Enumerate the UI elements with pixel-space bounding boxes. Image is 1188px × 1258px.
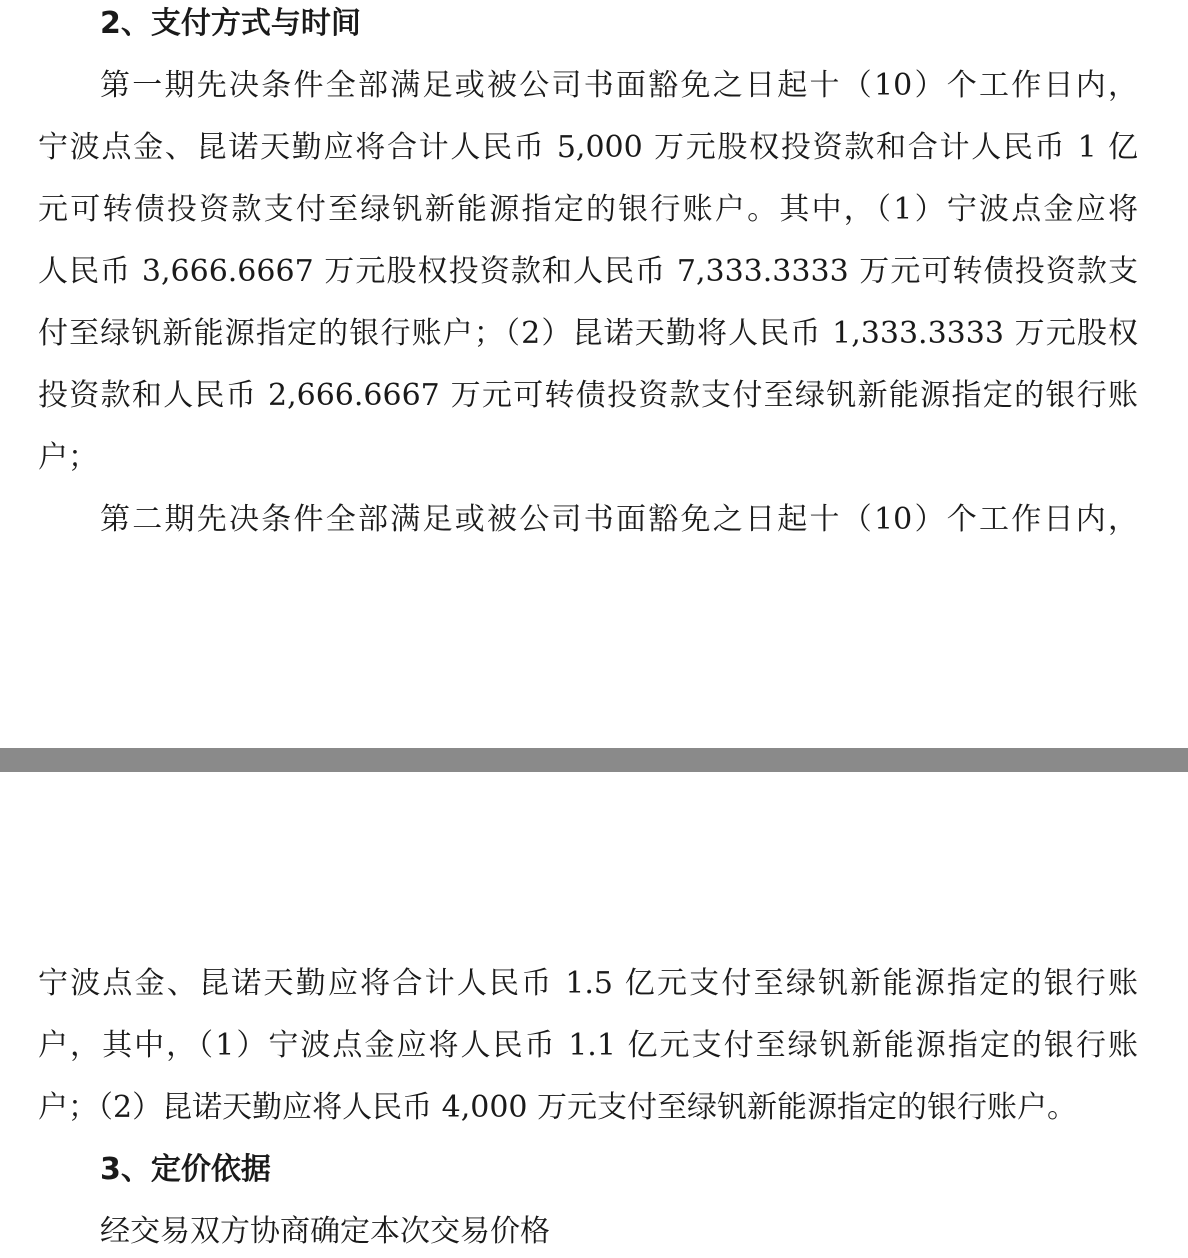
document-page-lower xyxy=(0,772,1188,1258)
para1-line-1: 第一期先决条件全部满足或被公司书面豁免之日起十（10）个工作日内， xyxy=(100,68,1138,103)
section-2-heading: 2、支付方式与时间 xyxy=(100,6,361,41)
para1-line-2: 宁波点金、昆诺天勤应将合计人民币 5,000 万元股权投资款和合计人民币 1 亿 xyxy=(38,130,1138,165)
para1-line-6: 投资款和人民币 2,666.6667 万元可转债投资款支付至绿钒新能源指定的银行账 xyxy=(38,378,1138,413)
para1-line-3: 元可转债投资款支付至绿钒新能源指定的银行账户。其中，（1）宁波点金应将 xyxy=(38,192,1138,227)
para2-line-1: 第二期先决条件全部满足或被公司书面豁免之日起十（10）个工作日内， xyxy=(100,502,1138,537)
para2-line-2: 宁波点金、昆诺天勤应将合计人民币 1.5 亿元支付至绿钒新能源指定的银行账 xyxy=(38,966,1138,1001)
page-break-divider xyxy=(0,748,1188,772)
para2-line-4: 户；（2）昆诺天勤应将人民币 4,000 万元支付至绿钒新能源指定的银行账户。 xyxy=(38,1090,1078,1125)
para1-line-7: 户； xyxy=(38,440,98,475)
section-3-heading: 3、定价依据 xyxy=(100,1152,271,1187)
section-3-text: 经交易双方协商确定本次交易价格 xyxy=(100,1214,550,1249)
para1-line-4: 人民币 3,666.6667 万元股权投资款和人民币 7,333.3333 万元可转债投资款支 xyxy=(38,254,1138,289)
para2-line-3: 户，其中，（1）宁波点金应将人民币 1.1 亿元支付至绿钒新能源指定的银行账 xyxy=(38,1028,1138,1063)
para1-line-5: 付至绿钒新能源指定的银行账户；（2）昆诺天勤将人民币 1,333.3333 万元股权 xyxy=(38,316,1138,351)
